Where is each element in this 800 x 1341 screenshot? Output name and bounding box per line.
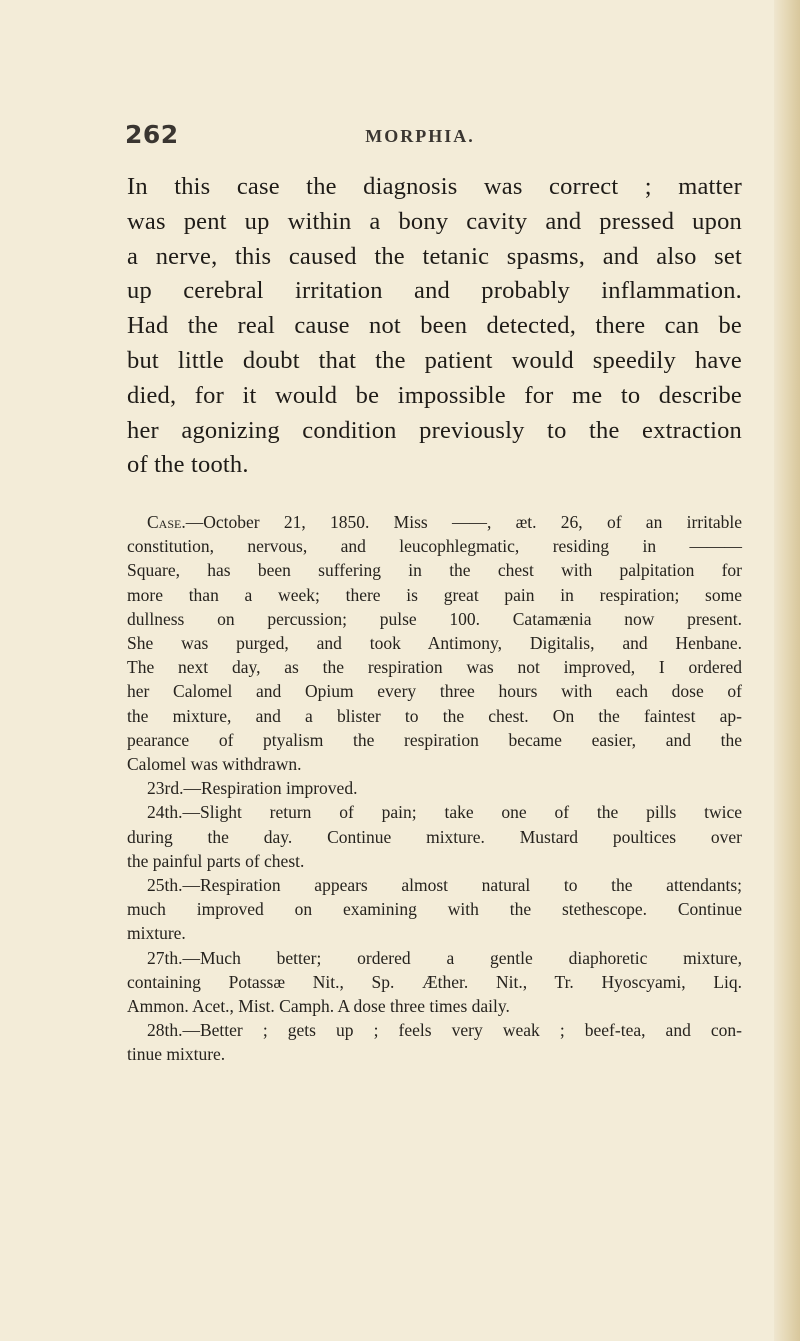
text-line: dullness on percussion; pulse 100. Catamænia now present. xyxy=(127,608,742,629)
text-line: the mixture, and a blister to the chest. On the faintest ap- xyxy=(127,705,742,726)
text-line: containing Potassæ Nit., Sp. Æther. Nit., Tr. Hyoscyami, Liq. xyxy=(127,971,742,992)
text-line: Calomel was withdrawn. xyxy=(127,754,302,775)
case-report xyxy=(127,510,742,1067)
text-line: a nerve, this caused the tetanic spasms, and also set xyxy=(127,242,742,270)
entry-25th: 25th.—Respiration appears almost natural to the attendants; xyxy=(147,875,742,896)
text-line: Ammon. Acet., Mist. Camph. A dose three times daily. xyxy=(127,996,510,1017)
entry-27th: 27th.—Much better; ordered a gentle diaphoretic mixture, xyxy=(147,947,742,968)
lead-paragraph xyxy=(127,170,742,483)
case-label: Case. xyxy=(147,512,186,532)
text-line: of the tooth. xyxy=(127,451,249,479)
text-line: Square, has been suffering in the chest with palpitation for xyxy=(127,560,742,581)
text-line: The next day, as the respiration was not improved, I ordered xyxy=(127,657,742,678)
text-line: She was purged, and took Antimony, Digitalis, and Henbane. xyxy=(127,633,742,654)
text-line: tinue mixture. xyxy=(127,1044,226,1065)
text-line: the painful parts of chest. xyxy=(127,850,305,871)
page-number: 262 xyxy=(125,120,179,149)
text-line: during the day. Continue mixture. Mustard poultices over xyxy=(127,826,742,847)
text-line: much improved on examining with the stethescope. Continue xyxy=(127,899,742,920)
text-line: her agonizing condition previously to the extraction xyxy=(127,416,742,444)
text-line: pearance of ptyalism the respiration became easier, and the xyxy=(127,729,742,750)
text-line: In this case the diagnosis was correct ; matter xyxy=(127,173,742,200)
case-first-line xyxy=(127,510,742,534)
entry-24th: 24th.—Slight return of pain; take one of the pills twice xyxy=(147,802,742,823)
text-line: more than a week; there is great pain in respiration; some xyxy=(127,584,742,605)
text-line: was pent up within a bony cavity and pressed upon xyxy=(127,207,742,235)
running-head: MORPHIA. xyxy=(365,126,475,146)
text-line: died, for it would be impossible for me to describe xyxy=(127,381,742,409)
text-line: her Calomel and Opium every three hours with each dose of xyxy=(127,681,742,702)
text-line: mixture. xyxy=(127,923,186,944)
entry-28th: 28th.—Better ; gets up ; feels very weak ; beef-tea, and con- xyxy=(147,1020,742,1041)
entry-23rd: 23rd.—Respiration improved. xyxy=(147,778,358,799)
text-line: Had the real cause not been detected, there can be xyxy=(127,312,742,340)
text-line: up cerebral irritation and probably inflammation. xyxy=(127,277,742,305)
case-first-line-text: —October 21, 1850. Miss ——, æt. 26, of an irritable xyxy=(185,512,742,532)
text-line: constitution, nervous, and leucophlegmatic, residing in ——— xyxy=(127,536,742,557)
page-edge-shadow xyxy=(774,0,800,1341)
text-line: but little doubt that the patient would speedily have xyxy=(127,346,742,374)
